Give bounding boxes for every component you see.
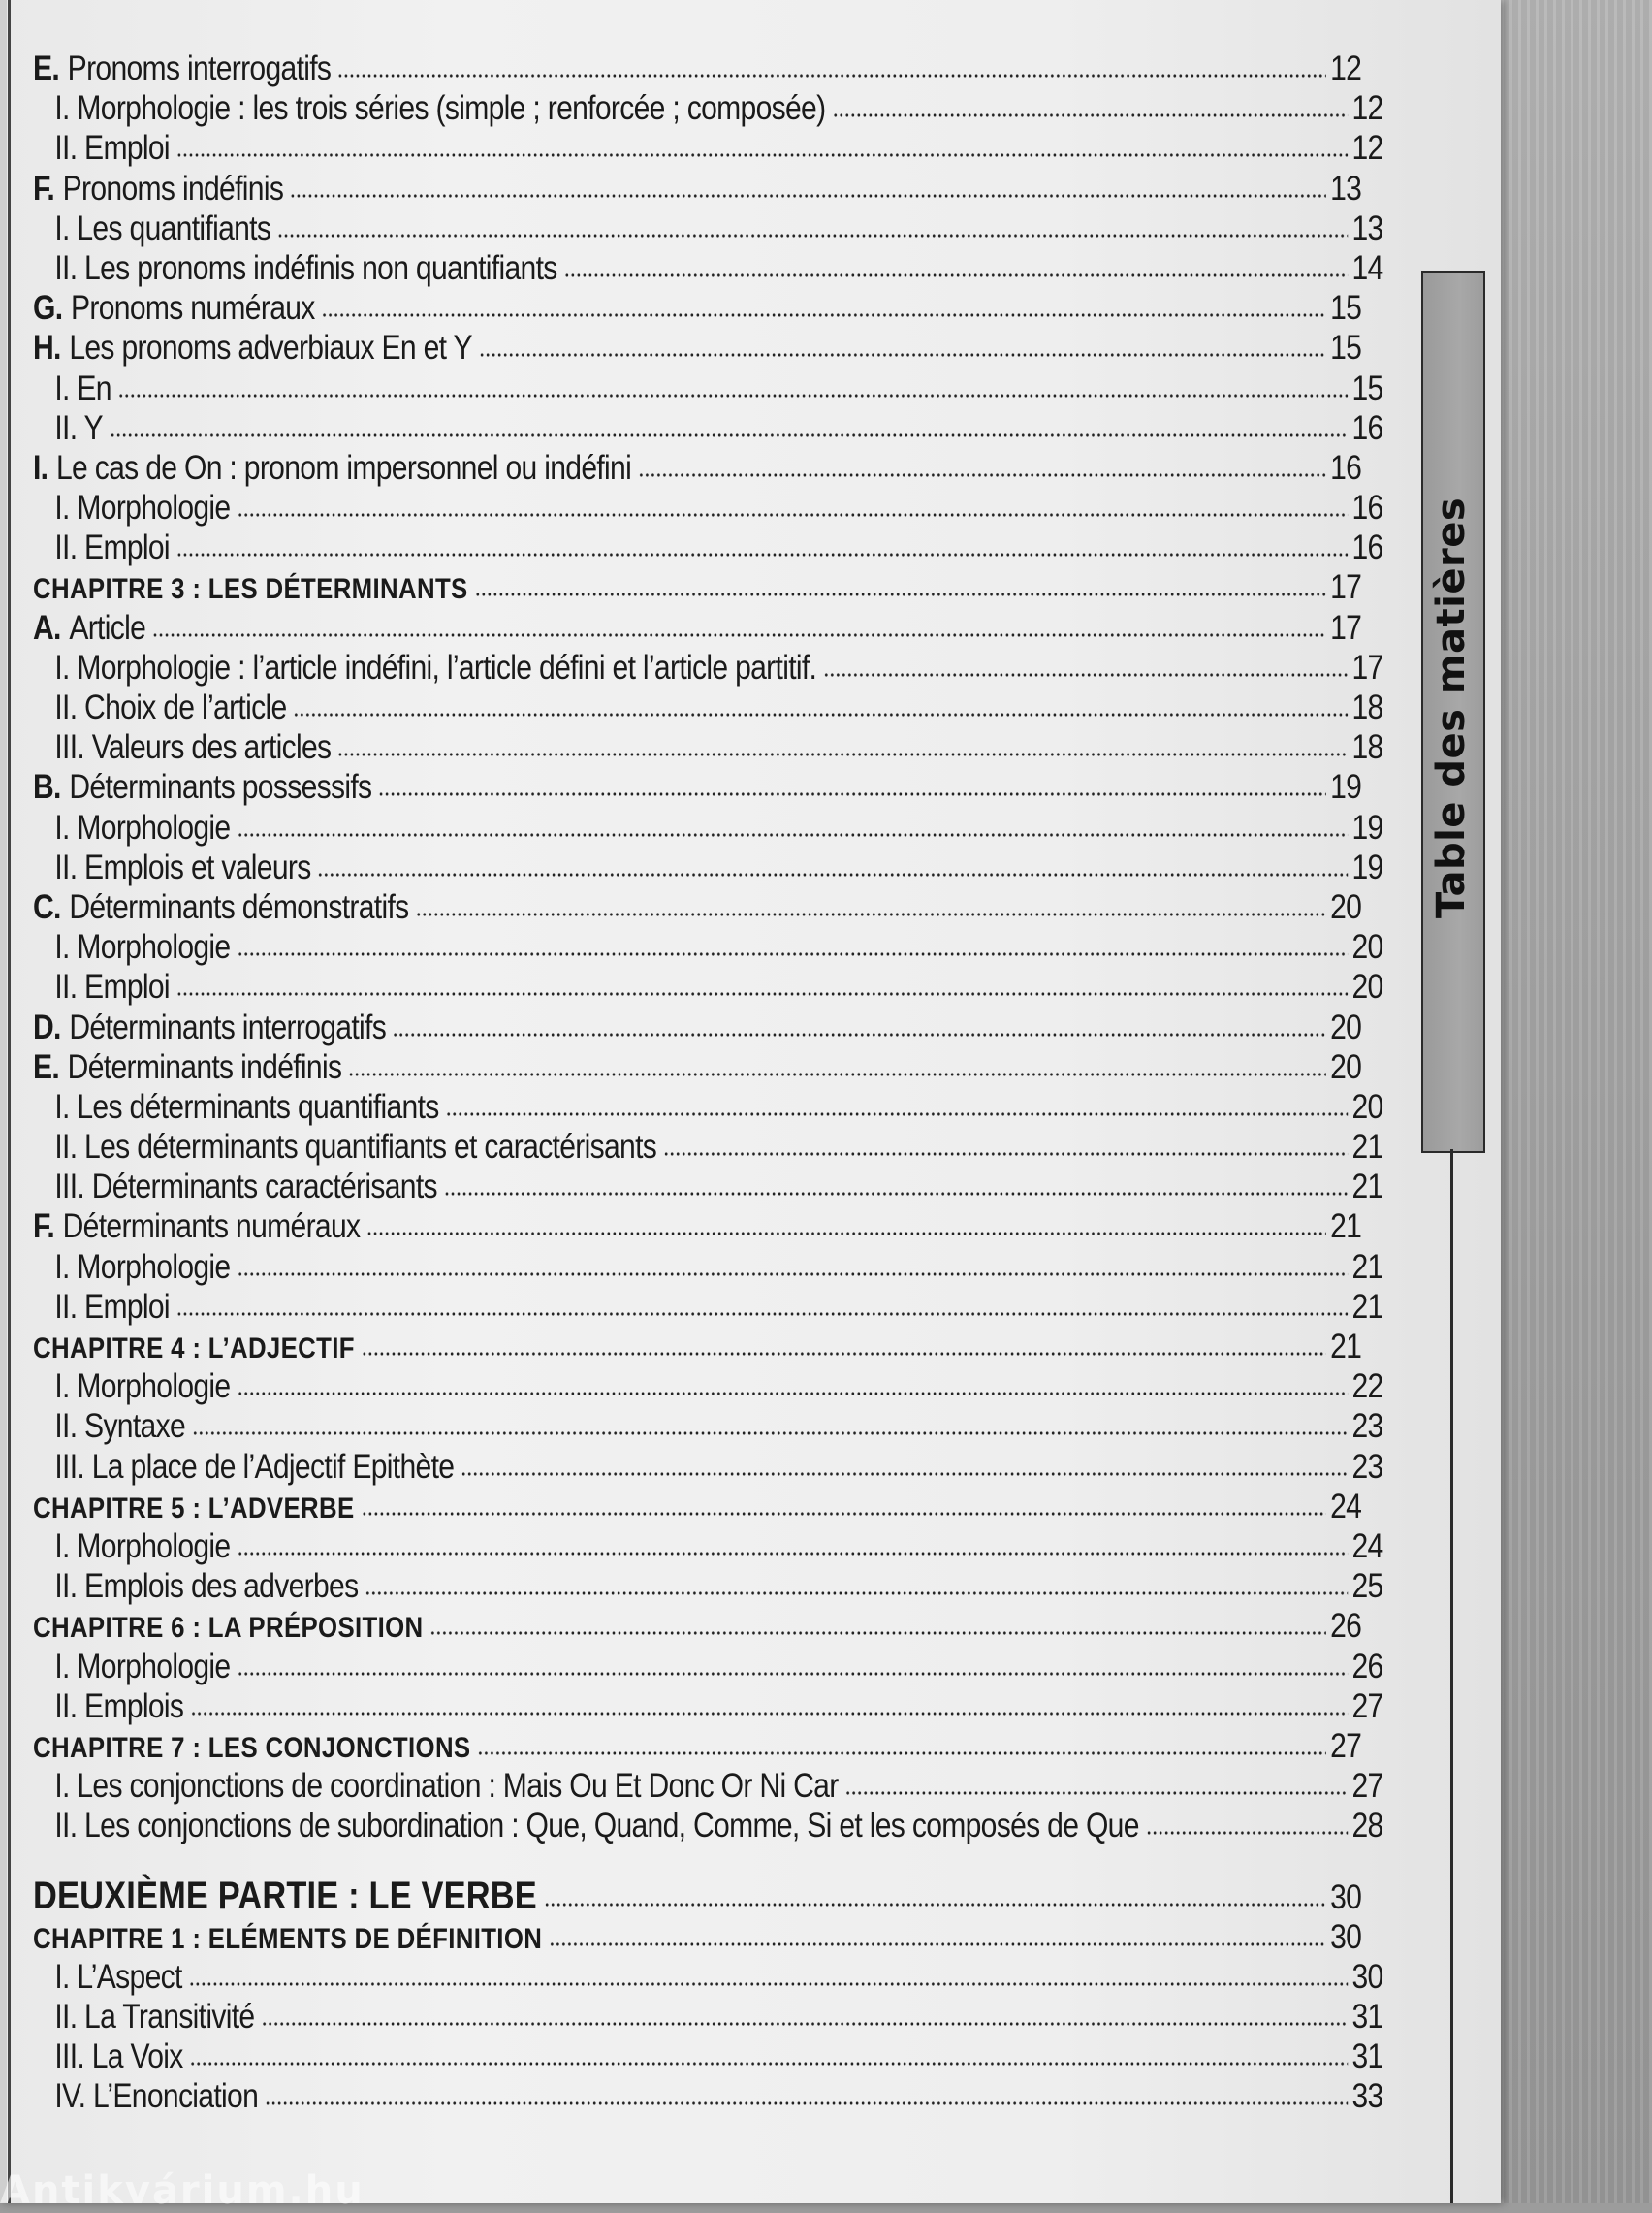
toc-page-number: 17 [1351, 648, 1383, 687]
toc-entry-text: CHAPITRE 7 : LES CONJONCTIONS [33, 1731, 471, 1764]
dot-leader [393, 1031, 1326, 1039]
toc-page-number: 21 [1330, 1207, 1362, 1246]
toc-page-number: 21 [1351, 1287, 1383, 1326]
toc-entry-sub [33, 248, 1383, 288]
dot-leader [265, 2100, 1348, 2107]
toc-entry-text: Déterminants indéfinis [67, 1047, 342, 1086]
toc-page-number: 24 [1330, 1487, 1362, 1525]
toc-entry-sub [33, 1647, 1383, 1686]
toc-entry-text: CHAPITRE 5 : L’ADVERBE [33, 1491, 355, 1524]
toc-page-number: 21 [1351, 1247, 1383, 1286]
toc-entry-text: I. Morphologie [54, 1526, 231, 1565]
dot-leader [549, 1940, 1326, 1948]
toc-entry-text: CHAPITRE 3 : LES DÉTERMINANTS [33, 573, 468, 606]
toc-entry-text: CHAPITRE 1 : ELÉMENTS DE DÉFINITION [33, 1922, 543, 1955]
toc-entry-sub [33, 369, 1383, 408]
toc-entry-sub [33, 528, 1383, 567]
toc-entry-sub [33, 1447, 1383, 1487]
toc-entry-label [54, 808, 237, 848]
toc-entry-sub [33, 88, 1383, 128]
toc-entry-sub [33, 927, 1383, 967]
toc-entry-label [33, 288, 322, 328]
toc-entry-label [54, 727, 337, 767]
toc-entry-text: I. Morphologie [54, 1367, 231, 1406]
toc-entry-text: II. Emplois [54, 1686, 184, 1725]
dot-leader [237, 1270, 1348, 1278]
toc-entry-sub [33, 688, 1383, 727]
toc-entry-label [54, 1287, 175, 1327]
toc-entry-label [54, 369, 117, 408]
toc-entry-label [33, 1329, 362, 1368]
toc-entry-label [33, 1919, 549, 1959]
toc-page-number: 30 [1330, 1878, 1362, 1917]
toc-page-number: 12 [1330, 49, 1362, 87]
toc-entry-text: II. Y [54, 408, 103, 447]
toc-entry-sub [33, 1566, 1383, 1606]
toc-entry-letter: A. [33, 608, 61, 647]
toc-entry-text: II. Syntaxe [54, 1407, 186, 1446]
toc-entry-text: Article [69, 608, 146, 647]
toc-page-number: 20 [1351, 968, 1383, 1007]
toc-entry-text: Pronoms indéfinis [62, 169, 284, 208]
toc-spacer [33, 1845, 1361, 1876]
toc-entry-sub [33, 1287, 1383, 1327]
toc-page-number: 26 [1351, 1647, 1383, 1685]
toc-page-number: 28 [1351, 1807, 1383, 1845]
toc-entry-label [54, 967, 175, 1007]
toc-entry-sub [33, 1087, 1383, 1127]
toc-entry-text: II. Emplois et valeurs [54, 848, 311, 886]
toc-entry-text: CHAPITRE 6 : LA PRÉPOSITION [33, 1612, 424, 1645]
toc-entry-text: I. Les conjonctions de coordination : Mais Ou Et Donc Or Ni Car [54, 1767, 839, 1806]
dot-leader [663, 1150, 1348, 1158]
toc-entry-sub [33, 1366, 1383, 1406]
toc-entry-text: Déterminants numéraux [62, 1207, 361, 1246]
dot-leader [293, 711, 1348, 719]
toc-entry-label [33, 1608, 429, 1648]
dot-leader [832, 112, 1348, 119]
toc-entry-sub [33, 1247, 1383, 1287]
toc-entry-label [54, 927, 237, 967]
toc-entry-text: I. Les quantifiants [54, 208, 271, 247]
tab-label: Table des matières [1429, 497, 1474, 919]
toc-page-number: 17 [1330, 568, 1362, 607]
toc-page-number: 14 [1351, 248, 1383, 287]
dot-leader [176, 551, 1349, 559]
dot-leader [444, 1190, 1349, 1198]
toc-entry-chapter [33, 1726, 1361, 1766]
toc-entry-chapter [33, 1606, 1361, 1646]
page-binding-edge [0, 0, 7, 2203]
toc-page-number: 26 [1330, 1607, 1362, 1646]
dot-leader [118, 392, 1349, 400]
toc-page-number: 27 [1351, 1767, 1383, 1806]
toc-entry-text: I. Morphologie [54, 489, 231, 528]
background-surface [1501, 0, 1652, 2203]
toc-page-number: 13 [1351, 208, 1383, 247]
toc-entry-label [54, 1247, 237, 1287]
toc-entry-text: I. Morphologie : les trois séries (simple ; renforcée ; composée) [54, 89, 826, 128]
dot-leader [348, 1071, 1326, 1078]
toc-entry-label [33, 569, 474, 609]
dot-leader [477, 1749, 1326, 1757]
dot-leader [237, 1550, 1348, 1557]
toc-entry-letter: D. [33, 1008, 61, 1046]
toc-entry-section [33, 887, 1361, 927]
toc-entry-text: Déterminants interrogatifs [69, 1008, 387, 1046]
toc-entry-sub [33, 1806, 1383, 1845]
toc-entry-sub [33, 727, 1383, 767]
dot-leader [176, 151, 1349, 159]
dot-leader [322, 311, 1327, 319]
toc-entry-text: I. Morphologie [54, 1247, 231, 1286]
toc-page-number: 18 [1351, 728, 1383, 767]
toc-page-number: 23 [1351, 1447, 1383, 1486]
dot-leader [290, 192, 1326, 200]
toc-page-number: 19 [1330, 768, 1362, 807]
toc-page-number: 27 [1330, 1726, 1362, 1765]
toc-entry-text: I. Morphologie [54, 928, 231, 967]
toc-page-number: 20 [1351, 1087, 1383, 1126]
toc-entry-letter: E. [33, 49, 60, 87]
toc-entry-label [54, 248, 563, 288]
toc-entry-text: II. Emploi [54, 968, 170, 1007]
toc-entry-text: III. La Voix [54, 2037, 183, 2076]
dot-leader [563, 272, 1348, 279]
toc-entry-label [54, 1526, 237, 1566]
dot-leader [461, 1470, 1348, 1478]
toc-page-number: 30 [1330, 1917, 1362, 1956]
toc-page-number: 15 [1330, 329, 1362, 368]
toc-entry-label [33, 767, 378, 807]
watermark: Antikvárium.hu [0, 2168, 365, 2213]
toc-entry-label [54, 1806, 1145, 1845]
toc-entry-text: III. La place de l’Adjectif Epithète [54, 1447, 455, 1486]
toc-entry-sub [33, 1127, 1383, 1167]
toc-entry-label [54, 1447, 461, 1487]
toc-entry-label [33, 169, 290, 208]
dot-leader [446, 1110, 1349, 1118]
toc-page-number: 20 [1330, 1047, 1362, 1086]
toc-entry-label [54, 848, 317, 887]
toc-entry-text: I. En [54, 369, 111, 407]
toc-entry-label [33, 1206, 366, 1246]
toc-entry-letter: F. [33, 169, 55, 208]
dot-leader [544, 1901, 1326, 1908]
dot-leader [110, 432, 1349, 439]
toc-entry-text: II. Les déterminants quantifiants et caractérisants [54, 1128, 657, 1167]
toc-entry-text: CHAPITRE 4 : L’ADJECTIF [33, 1332, 355, 1364]
toc-entry-label [54, 648, 823, 688]
toc-entry-label [54, 408, 109, 448]
toc-entry-label [54, 2037, 189, 2076]
toc-entry-label [54, 1766, 844, 1806]
toc-entry-label [54, 128, 175, 168]
toc-entry-label [54, 528, 175, 567]
dot-leader [415, 911, 1326, 918]
toc-entry-text: Pronoms interrogatifs [67, 49, 332, 87]
toc-entry-sub [33, 208, 1383, 248]
dot-leader [638, 471, 1326, 479]
toc-entry-partie [33, 1876, 1361, 1916]
toc-entry-sub [33, 2037, 1383, 2076]
toc-page-number: 20 [1330, 887, 1362, 926]
toc-entry-text: Déterminants possessifs [69, 768, 372, 807]
dot-leader [365, 1589, 1348, 1597]
toc-entry-sub [33, 2076, 1383, 2116]
toc-entry-label [33, 887, 415, 927]
dot-leader [277, 232, 1348, 240]
toc-page-number: 21 [1351, 1168, 1383, 1206]
toc-entry-label [33, 1489, 361, 1528]
toc-entry-letter: I. [33, 448, 48, 487]
toc-entry-text: DEUXIÈME PARTIE : LE VERBE [33, 1875, 537, 1918]
toc-entry-text: III. Déterminants caractérisants [54, 1168, 437, 1206]
page-margin-line [8, 0, 11, 2203]
toc-entry-letter: E. [33, 1047, 60, 1086]
dot-leader [429, 1629, 1326, 1637]
toc-entry-text: I. Morphologie [54, 1647, 231, 1685]
toc-entry-text: II. Les pronoms indéfinis non quantifiants [54, 248, 557, 287]
toc-page-number: 16 [1351, 408, 1383, 447]
toc-page-number: 16 [1351, 529, 1383, 567]
toc-entry-sub [33, 1686, 1383, 1726]
toc-page-number: 19 [1351, 808, 1383, 847]
dot-leader [337, 751, 1348, 758]
toc-page-number: 16 [1351, 489, 1383, 528]
toc-page-number: 15 [1330, 289, 1362, 328]
toc-entry-label [54, 1957, 188, 1997]
toc-entry-section [33, 448, 1361, 488]
toc-entry-label [33, 1047, 348, 1087]
toc-entry-label [54, 1087, 445, 1127]
toc-entry-section [33, 288, 1361, 328]
dot-leader [362, 1350, 1326, 1358]
toc-entry-text: II. Emploi [54, 529, 170, 567]
toc-entry-label [33, 328, 479, 368]
toc-page-number: 12 [1351, 89, 1383, 128]
toc-entry-text: Déterminants démonstratifs [69, 887, 409, 926]
toc-entry-letter: B. [33, 768, 61, 807]
tab-rule [1450, 1149, 1453, 2203]
toc-entry-sub [33, 128, 1383, 168]
toc-entry-text: Les pronoms adverbiaux En et Y [69, 329, 472, 368]
dot-leader [1146, 1829, 1349, 1837]
toc-entry-label [33, 1876, 544, 1916]
toc-entry-chapter [33, 1917, 1361, 1957]
toc-entry-text: II. Emploi [54, 129, 170, 168]
toc-page-number: 21 [1330, 1328, 1362, 1365]
toc-entry-label [54, 208, 277, 248]
toc-page-number: 22 [1351, 1367, 1383, 1406]
dot-leader [317, 871, 1348, 879]
dot-leader [189, 1980, 1349, 1988]
toc-entry-label [54, 1167, 443, 1206]
toc-page-number: 23 [1351, 1407, 1383, 1446]
dot-leader [152, 631, 1326, 639]
toc-entry-label [33, 608, 152, 648]
toc-entry-label [54, 88, 832, 128]
dot-leader [237, 831, 1348, 839]
toc-entry-chapter [33, 567, 1361, 607]
table-of-contents [33, 48, 1383, 2117]
dot-leader [176, 990, 1349, 998]
toc-page-number: 25 [1351, 1567, 1383, 1606]
toc-page-number: 30 [1351, 1957, 1383, 1996]
toc-page-number: 15 [1351, 369, 1383, 407]
toc-page-number: 20 [1351, 928, 1383, 967]
toc-entry-text: IV. L’Enonciation [54, 2077, 259, 2116]
toc-entry-label [54, 1366, 237, 1406]
dot-leader [844, 1789, 1348, 1797]
dot-leader [176, 1310, 1349, 1318]
dot-leader [190, 2060, 1349, 2068]
toc-entry-label [54, 688, 293, 727]
toc-page-number: 20 [1330, 1008, 1362, 1046]
dot-leader [192, 1429, 1349, 1437]
toc-page-number: 12 [1351, 129, 1383, 168]
dot-leader [823, 671, 1348, 679]
toc-entry-letter: G. [33, 289, 63, 328]
toc-page-number: 31 [1351, 2037, 1383, 2076]
toc-entry-label [54, 488, 237, 528]
toc-entry-section [33, 767, 1361, 807]
toc-page-number: 27 [1351, 1686, 1383, 1725]
toc-entry-text: II. Choix de l’article [54, 689, 287, 726]
toc-entry-sub [33, 408, 1383, 448]
toc-entry-label [54, 1406, 192, 1446]
toc-entry-label [54, 1647, 237, 1686]
dot-leader [237, 1390, 1348, 1397]
toc-entry-label [33, 448, 638, 488]
toc-entry-section [33, 328, 1361, 368]
dot-leader [261, 2020, 1348, 2028]
toc-page-number: 13 [1330, 169, 1362, 208]
toc-entry-sub [33, 1167, 1383, 1206]
toc-page-number: 24 [1351, 1526, 1383, 1565]
toc-entry-label [54, 1997, 261, 2037]
toc-entry-label [54, 1127, 663, 1167]
toc-entry-text: III. Valeurs des articles [54, 728, 332, 767]
dot-leader [361, 1510, 1326, 1518]
toc-entry-sub [33, 1526, 1383, 1566]
dot-leader [474, 591, 1326, 598]
toc-entry-sub [33, 1997, 1383, 2037]
toc-entry-chapter [33, 1487, 1361, 1526]
toc-entry-section [33, 169, 1361, 208]
toc-entry-text: II. La Transitivité [54, 1998, 255, 2036]
toc-entry-sub [33, 1957, 1383, 1997]
toc-page-number: 19 [1351, 848, 1383, 886]
toc-entry-section [33, 48, 1361, 88]
toc-entry-section [33, 1008, 1361, 1047]
dot-leader [378, 790, 1326, 798]
toc-page-number: 18 [1351, 689, 1383, 726]
dot-leader [337, 72, 1326, 80]
toc-page-number: 16 [1330, 448, 1362, 487]
toc-entry-sub [33, 848, 1383, 887]
toc-entry-text: II. Les conjonctions de subordination : Que, Quand, Comme, Si et les composés de Que [54, 1807, 1139, 1845]
toc-entry-text: I. Morphologie : l’article indéfini, l’article défini et l’article partitif. [54, 648, 817, 687]
toc-entry-sub [33, 648, 1383, 688]
dot-leader [479, 351, 1326, 359]
toc-entry-text: Le cas de On : pronom impersonnel ou indéfini [55, 448, 632, 487]
toc-entry-sub [33, 808, 1383, 848]
toc-entry-text: I. L’Aspect [54, 1957, 182, 1996]
toc-page-number: 33 [1351, 2077, 1383, 2116]
toc-entry-letter: F. [33, 1207, 55, 1246]
dot-leader [237, 1670, 1348, 1678]
toc-entry-sub [33, 488, 1383, 528]
toc-entry-section [33, 1047, 1361, 1087]
toc-entry-label [33, 1728, 477, 1768]
toc-entry-section [33, 1206, 1361, 1246]
dot-leader [366, 1230, 1326, 1237]
toc-entry-text: Pronoms numéraux [71, 289, 315, 328]
toc-entry-section [33, 608, 1361, 648]
dot-leader [237, 511, 1348, 519]
toc-entry-sub [33, 1766, 1383, 1806]
toc-entry-letter: H. [33, 329, 61, 368]
toc-entry-label [33, 1008, 393, 1047]
toc-entry-text: II. Emplois des adverbes [54, 1567, 359, 1606]
toc-page-number: 31 [1351, 1998, 1383, 2036]
dot-leader [237, 950, 1348, 958]
toc-entry-text: I. Les déterminants quantifiants [54, 1087, 439, 1126]
toc-entry-label [33, 48, 337, 88]
toc-page-number: 17 [1330, 608, 1362, 647]
toc-entry-label [54, 1686, 190, 1726]
toc-entry-letter: C. [33, 887, 61, 926]
toc-entry-label [54, 2076, 265, 2116]
toc-page-number: 21 [1351, 1128, 1383, 1167]
toc-entry-sub [33, 967, 1383, 1007]
toc-entry-sub [33, 1406, 1383, 1446]
toc-entry-text: I. Morphologie [54, 808, 231, 847]
toc-entry-text: II. Emploi [54, 1287, 170, 1326]
toc-entry-chapter [33, 1327, 1361, 1366]
toc-entry-label [54, 1566, 365, 1606]
dot-leader [190, 1710, 1348, 1717]
